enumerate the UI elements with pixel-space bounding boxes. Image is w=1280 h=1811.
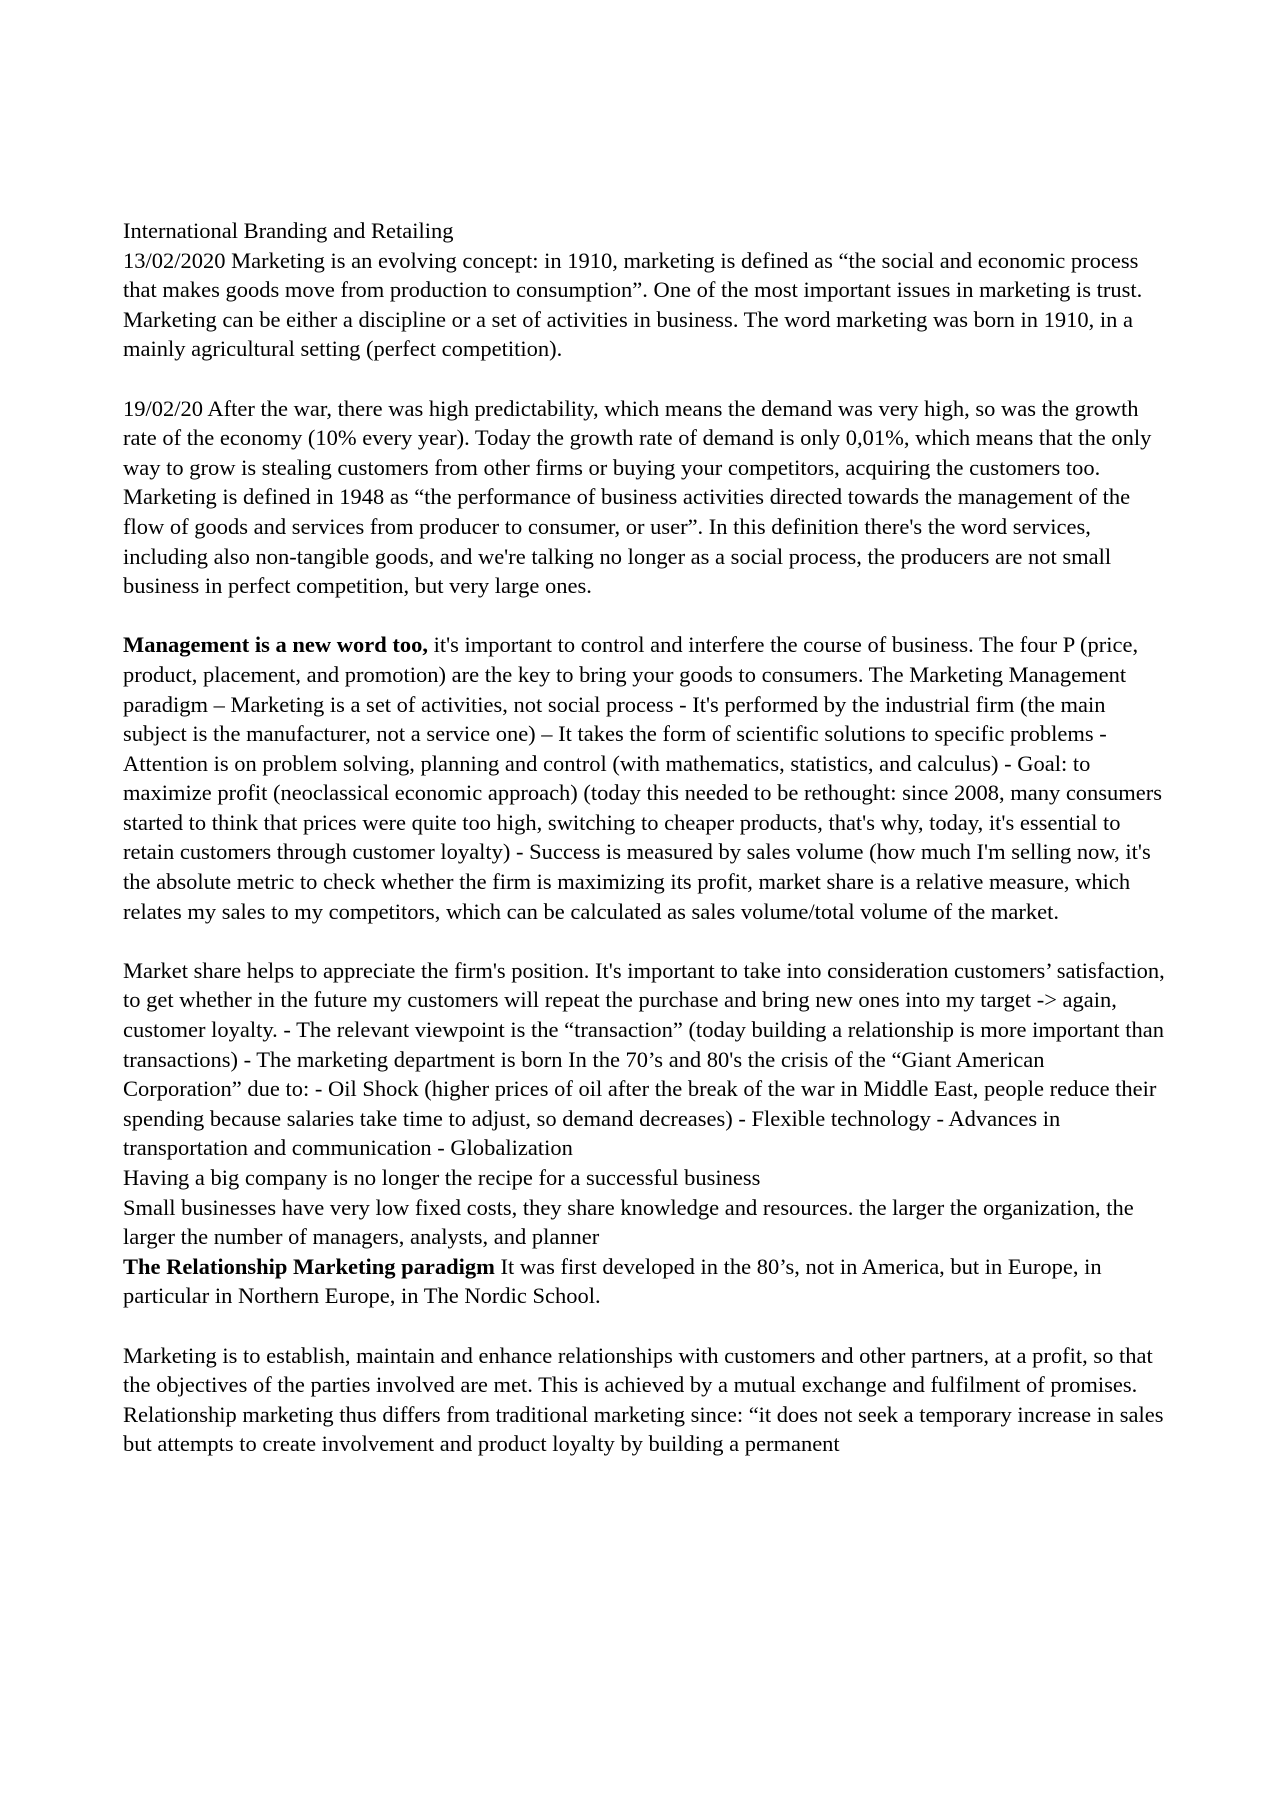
paragraph-relationship-marketing [123, 1252, 1168, 1311]
bold-heading-management: Management is a new word too, [123, 632, 428, 658]
paragraph-relationship-marketing-text: It was first developed in the 80’s, not in America, but in Europe, in particular in Northern Europe, in The Nordic School. [123, 1253, 1102, 1309]
paragraph-big-company: Having a big company is no longer the recipe for a successful business [123, 1165, 761, 1190]
paragraph-marketing-evolving-concept: 13/02/2020 Marketing is an evolving concept: in 1910, marketing is defined as “the social and economic process that makes goods move from production to consumption”. One of the most important issues in marketing is trust. Marketing can be either a discipline or a set of activities in business. The word marketing was born in 1910, in a mainly agricultural setting (perfect competition). [123, 247, 1143, 362]
paragraph-after-the-war: 19/02/20 After the war, there was high predictability, which means the demand was very high, so was the growth rate of the economy (10% every year). Today the growth rate of demand is only 0,01%, which means that the only way to grow is stealing customers from other firms or buying your competitors, acquiring the customers too. Marketing is defined in 1948 as “the performance of business activities directed towards the management of the flow of goods and services from producer to consumer, or user”. In this definition there's the word services, including also non-tangible goods, and we're talking no longer as a social process, the producers are not small business in perfect competition, but very large ones. [123, 395, 1152, 599]
paragraph-management [123, 630, 1168, 926]
bold-heading-relationship-marketing: The Relationship Marketing paradigm [123, 1253, 495, 1279]
paragraph-relationship-differs: Relationship marketing thus differs from traditional marketing since: “it does not seek a temporary increase in sales but attempts to create involvement and product loyalty by building a permanent [123, 1401, 1164, 1457]
paragraph-market-share: Market share helps to appreciate the firm's position. It's important to take into consideration customers’ satisfaction, to get whether in the future my customers will repeat the purchase and bring new ones into my target -> again, customer loyalty. - The relevant viewpoint is the “transaction” (today building a relationship is more important than transactions) - The marketing department is born In the 70’s and 80's the crisis of the “Giant American Corporation” due to: - Oil Shock (higher prices of oil after the break of the war in Middle East, people reduce their spending because salaries take time to adjust, so demand decreases) - Flexible technology - Advances in transportation and communication - Globalization [123, 957, 1165, 1161]
document-title: International Branding and Retailing [123, 218, 454, 243]
paragraph-small-businesses: Small businesses have very low fixed costs, they share knowledge and resources. the larger the organization, the larger the number of managers, analysts, and planner [123, 1194, 1134, 1250]
document-page [123, 216, 1168, 1459]
paragraph-marketing-definition: Marketing is to establish, maintain and enhance relationships with customers and other partners, at a profit, so that the objectives of the parties involved are met. This is achieved by a mutual exchange and fulfilment of promises. [123, 1342, 1153, 1398]
paragraph-management-text: it's important to control and interfere the course of business. The four P (price, product, placement, and promotion) are the key to bring your goods to consumers. The Marketing Management paradigm – Marketing is a set of activities, not social process - It's performed by the industrial firm (the main subject is the manufacturer, not a service one) – It takes the form of scientific solutions to specific problems - Attention is on problem solving, planning and control (with mathematics, statistics, and calculus) - Goal: to maximize profit (neoclassical economic approach) (today this needed to be rethought: since 2008, many consumers started to think that prices were quite too high, switching to cheaper products, that's why, today, it's essential to retain customers through customer loyalty) - Success is measured by sales volume (how much I'm selling now, it's the absolute metric to check whether the firm is maximizing its profit, market share is a relative measure, which relates my sales to my competitors, which can be calculated as sales volume/total volume of the market. [123, 632, 1163, 924]
